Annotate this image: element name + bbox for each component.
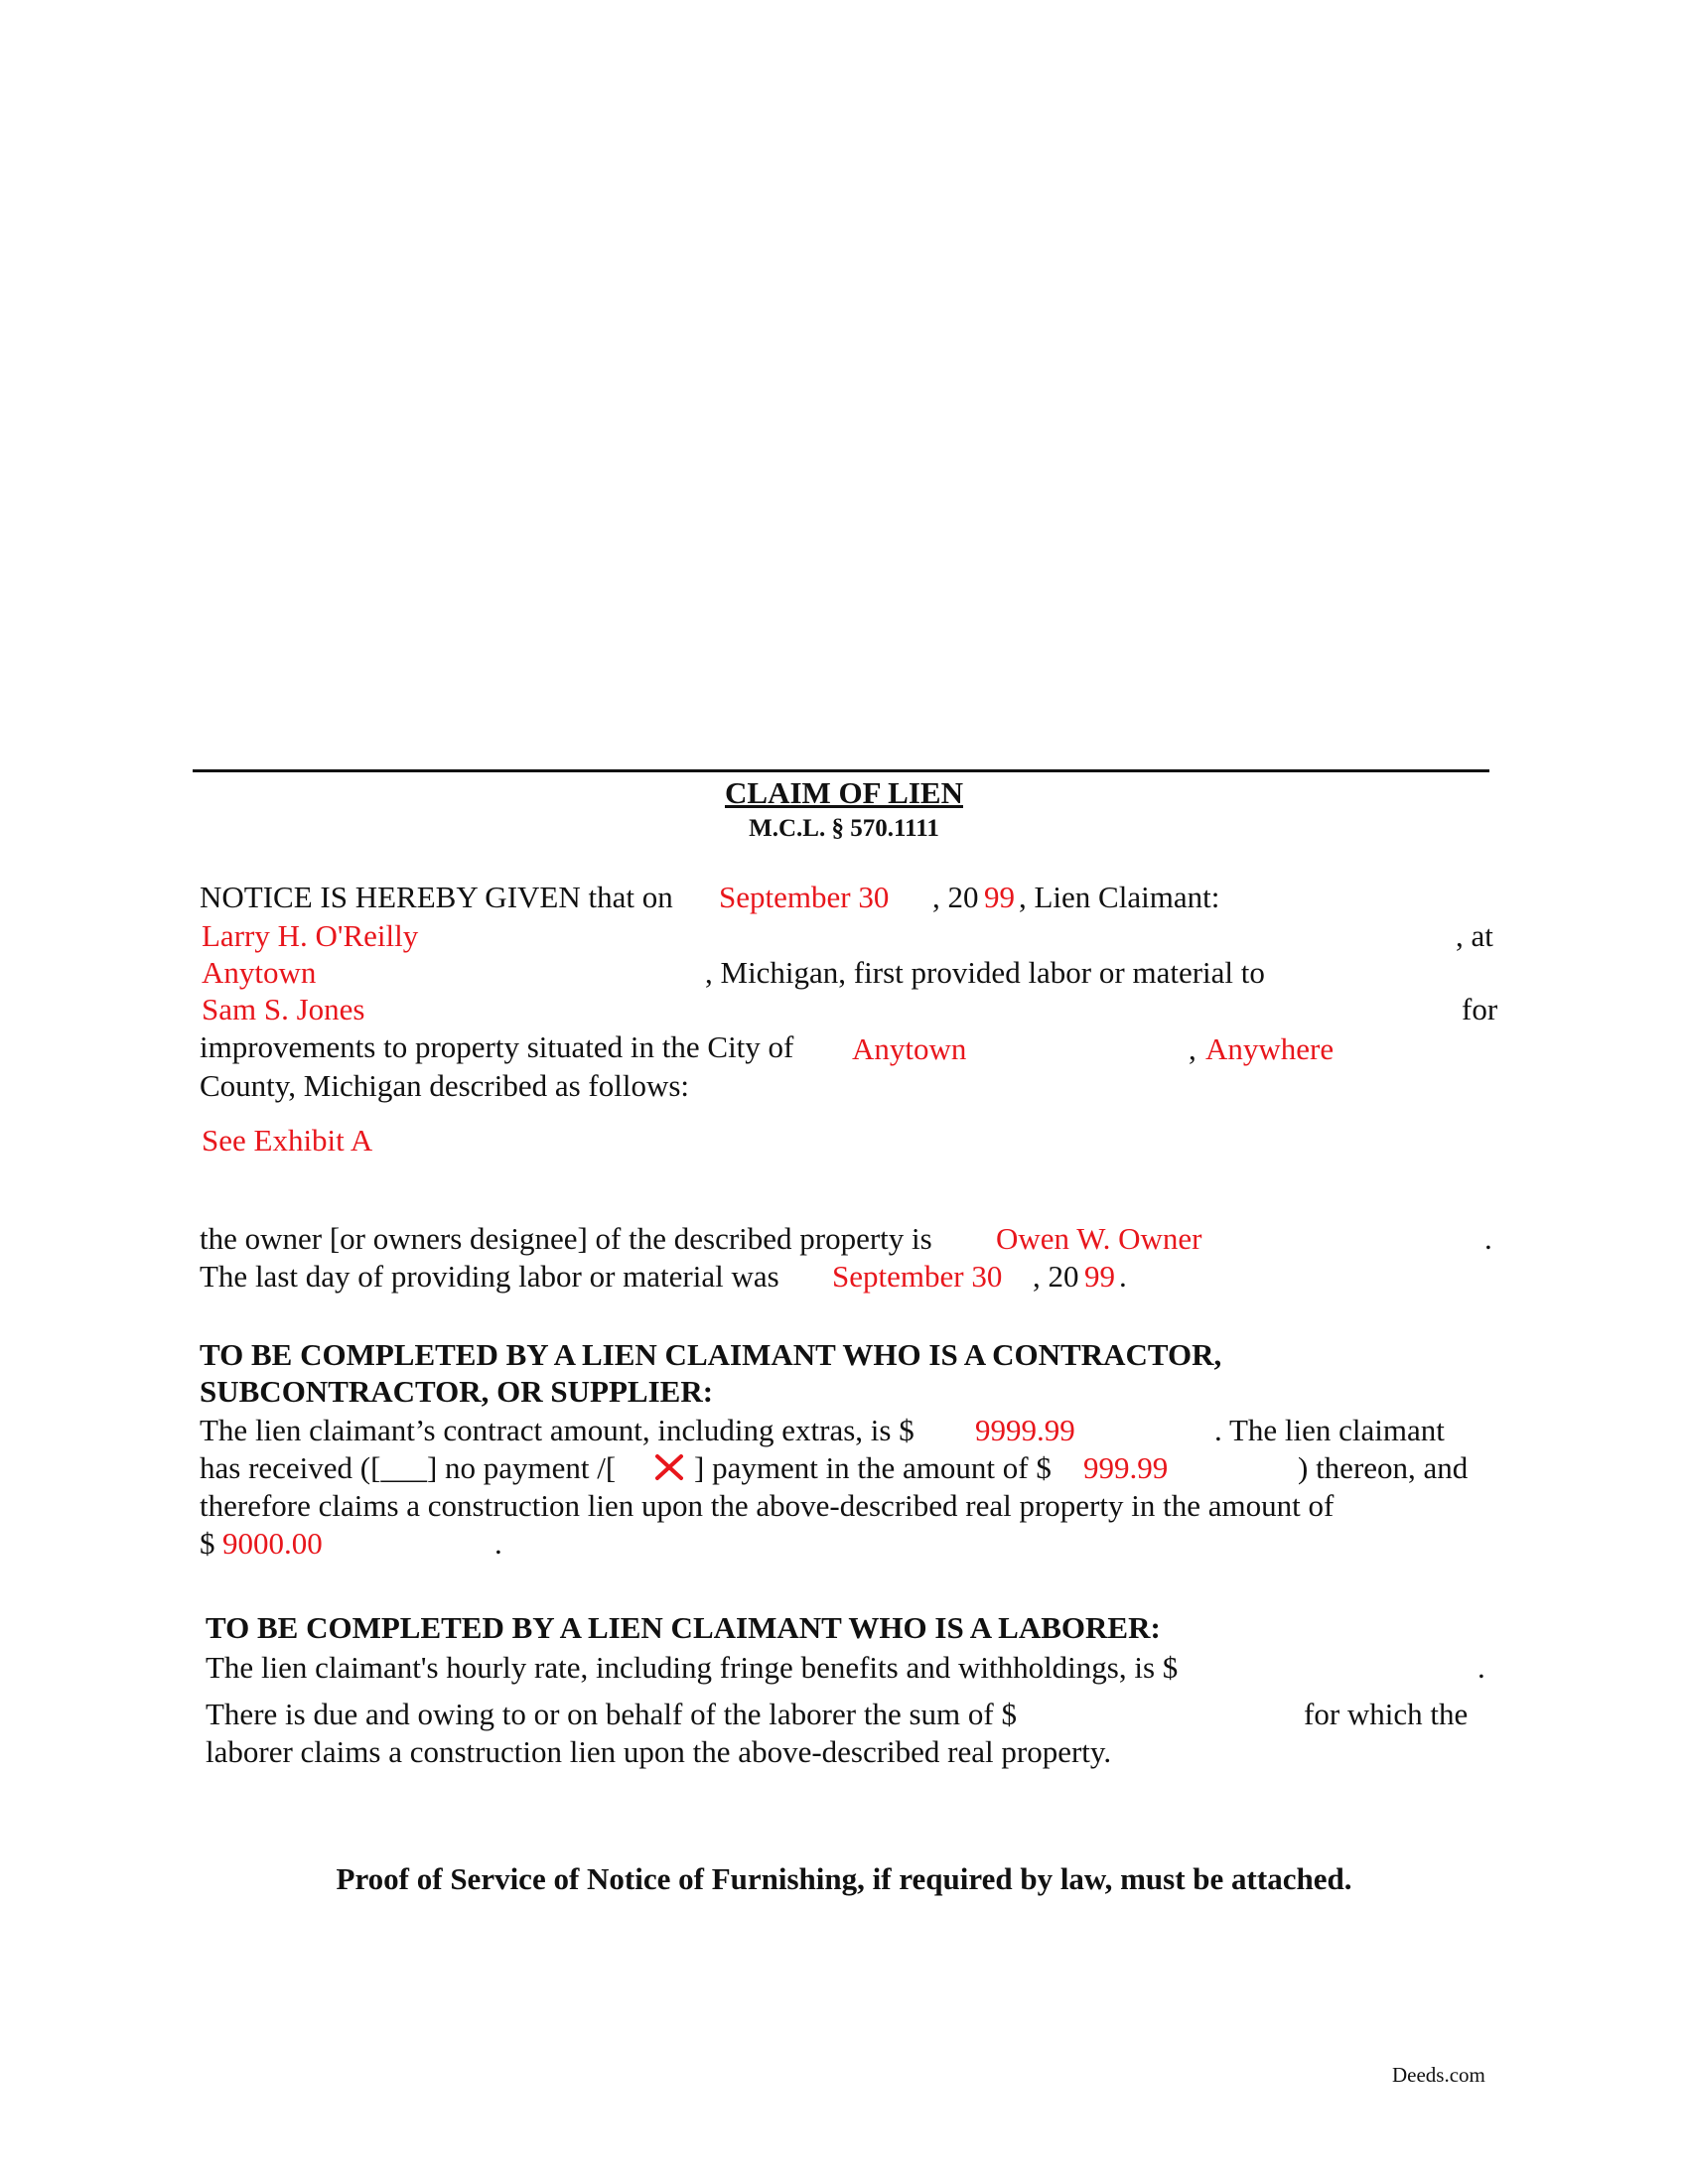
cross-icon — [652, 1453, 686, 1481]
due-owing-text: There is due and owing to or on behalf of the laborer the sum of $ — [206, 1697, 1017, 1731]
proof-of-service-notice: Proof of Service of Notice of Furnishing, if required by law, must be attached. — [336, 1861, 1352, 1896]
last-day-year-prefix: , 20 — [1033, 1259, 1079, 1294]
lien-amount-field: 9000.00 — [222, 1526, 323, 1561]
therefore-text: therefore claims a construction lien upon the above-described real property in the amount of — [200, 1488, 1335, 1523]
last-day-period: . — [1119, 1259, 1127, 1294]
received-after-text: ] payment in the amount of $ — [694, 1450, 1052, 1485]
thereon-text: ) thereon, and — [1298, 1450, 1469, 1485]
property-city-field: Anytown — [852, 1031, 967, 1066]
notice-year-field: 99 — [984, 880, 1015, 914]
notice-lead: NOTICE IS HEREBY GIVEN that on — [200, 880, 673, 914]
improvements-text: improvements to property situated in the City of — [200, 1029, 794, 1064]
contract-amount-text: The lien claimant’s contract amount, including extras, is $ — [200, 1413, 914, 1447]
contract-after-text: . The lien claimant — [1214, 1413, 1445, 1447]
notice-date-field: September 30 — [719, 880, 890, 914]
owner-lead: the owner [or owners designee] of the described property is — [200, 1221, 932, 1256]
laborer-heading: TO BE COMPLETED BY A LIEN CLAIMANT WHO IS A LABORER: — [206, 1610, 1161, 1645]
legal-description-field: See Exhibit A — [202, 1123, 373, 1158]
recipient-field: Sam S. Jones — [202, 992, 365, 1026]
hourly-rate-period: . — [1477, 1650, 1485, 1685]
for-text: for — [1462, 992, 1498, 1026]
lien-dollar-sign: $ — [200, 1526, 215, 1561]
statute-reference: M.C.L. § 570.1111 — [749, 815, 939, 842]
last-day-year-field: 99 — [1084, 1259, 1115, 1294]
claimant-city-field: Anytown — [202, 955, 317, 990]
county-comma: , — [1189, 1031, 1196, 1066]
hourly-rate-text: The lien claimant's hourly rate, including fringe benefits and withholdings, is $ — [206, 1650, 1179, 1685]
notice-after-year: , Lien Claimant: — [1019, 880, 1220, 914]
laborer-claims-text: laborer claims a construction lien upon the above-described real property. — [206, 1734, 1112, 1769]
claimant-name-field: Larry H. O'Reilly — [202, 918, 419, 953]
last-day-date-field: September 30 — [832, 1259, 1003, 1294]
county-text: County, Michigan described as follows: — [200, 1068, 690, 1103]
property-county-field: Anywhere — [1205, 1031, 1335, 1066]
owner-name-field: Owen W. Owner — [996, 1221, 1202, 1256]
last-day-text: The last day of providing labor or material was — [200, 1259, 779, 1294]
contractor-heading-line-2: SUBCONTRACTOR, OR SUPPLIER: — [200, 1374, 714, 1409]
owner-period: . — [1484, 1221, 1492, 1256]
top-divider — [193, 769, 1489, 772]
contract-amount-field: 9999.99 — [975, 1413, 1075, 1447]
document-title: CLAIM OF LIEN — [725, 775, 963, 810]
contractor-heading-line-1: TO BE COMPLETED BY A LIEN CLAIMANT WHO IS A CONTRACTOR, — [200, 1337, 1222, 1372]
lien-period: . — [494, 1526, 502, 1561]
provided-text: , Michigan, first provided labor or material to — [705, 955, 1265, 990]
deeds-brand: Deeds.com — [1392, 2063, 1485, 2087]
payment-amount-field: 999.99 — [1083, 1450, 1169, 1485]
at-text: , at — [1456, 918, 1493, 953]
for-which-text: for which the — [1304, 1697, 1469, 1731]
notice-year-prefix: , 20 — [932, 880, 979, 914]
received-text: has received ([___] no payment /[ — [200, 1450, 617, 1485]
